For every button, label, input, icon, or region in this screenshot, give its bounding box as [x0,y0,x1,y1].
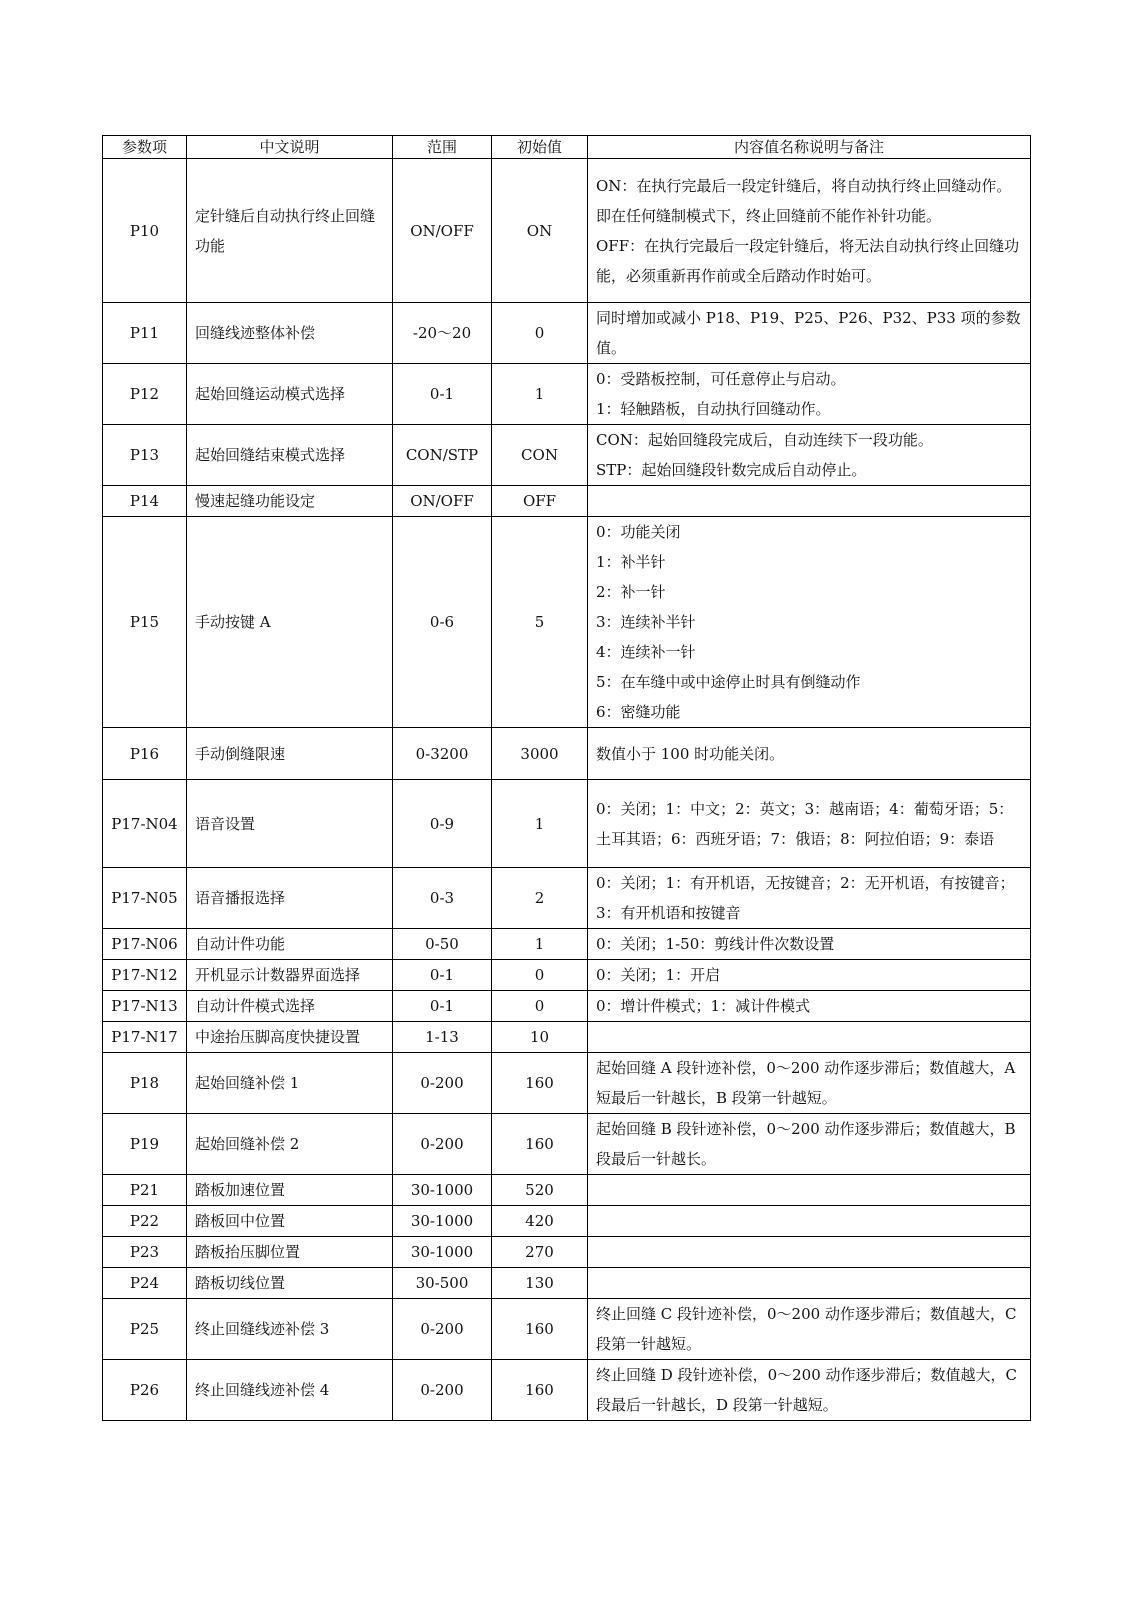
param-cell: P17-N12 [103,960,187,991]
notes-cell [588,425,1031,486]
desc-cell: 踏板抬压脚位置 [187,1237,393,1268]
table-row [103,868,1031,929]
note-line: 6：密缝功能 [596,703,681,721]
range-cell: 30-1000 [393,1175,492,1206]
param-cell: P16 [103,728,187,780]
initial-cell: 0 [492,991,588,1022]
table-row [103,1299,1031,1360]
param-cell: P11 [103,303,187,364]
param-cell: P17-N17 [103,1022,187,1053]
desc-cell: 终止回缝线迹补偿 4 [187,1360,393,1421]
desc-cell: 踏板加速位置 [187,1175,393,1206]
note-line: 起始回缝 B 段针迹补偿，0～200 动作逐步滞后；数值越大，B 段最后一针越长。 [596,1120,1016,1168]
header-notes: 内容值名称说明与备注 [588,136,1031,159]
range-cell: CON/STP [393,425,492,486]
notes-cell [588,929,1031,960]
note-line: 同时增加或减小 P18、P19、P25、P26、P32、P33 项的参数值。 [596,309,1021,357]
note-line: 0：关闭；1：中文；2：英文；3：越南语；4：葡萄牙语；5：土耳其语；6：西班牙语；7：俄语；8：阿拉伯语；9：泰语 [596,799,1014,848]
header-initial: 初始值 [492,136,588,159]
note-line: 起始回缝 A 段针迹补偿，0～200 动作逐步滞后；数值越大，A 短最后一针越长，B 段第一针越短。 [596,1059,1016,1107]
param-cell: P13 [103,425,187,486]
range-cell: 30-500 [393,1268,492,1299]
param-cell: P17-N06 [103,929,187,960]
initial-cell: 1 [492,780,588,868]
notes-cell [588,1175,1031,1206]
header-desc: 中文说明 [187,136,393,159]
note-line: 0：增计件模式；1：减计件模式 [596,997,811,1015]
desc-cell: 起始回缝补偿 1 [187,1053,393,1114]
note-line: 5：在车缝中或中途停止时具有倒缝动作 [596,673,861,691]
desc-cell: 语音设置 [187,780,393,868]
initial-cell: 160 [492,1360,588,1421]
notes-cell [588,960,1031,991]
note-line: ON：在执行完最后一段定针缝后，将自动执行终止回缝动作。即在任何缝制模式下，终止回缝前不能作补针功能。 [596,176,1012,225]
param-cell: P12 [103,364,187,425]
desc-cell: 定针缝后自动执行终止回缝功能 [187,159,393,303]
desc-cell: 开机显示计数器界面选择 [187,960,393,991]
note-line: 终止回缝 C 段针迹补偿，0～200 动作逐步滞后；数值越大，C 段第一针越短。 [596,1305,1017,1353]
parameter-table [102,135,1031,1421]
note-line: 数值小于 100 时功能关闭。 [596,744,785,763]
desc-cell: 手动按键 A [187,517,393,728]
table-row [103,1360,1031,1421]
table-row [103,1206,1031,1237]
table-row [103,780,1031,868]
range-cell: -20～20 [393,303,492,364]
initial-cell: 0 [492,303,588,364]
note-line: 0：关闭；1：有开机语，无按键音；2：无开机语，有按键音；3：有开机语和按键音 [596,874,1015,922]
param-cell: P24 [103,1268,187,1299]
range-cell: 0-3 [393,868,492,929]
notes-cell [588,1022,1031,1053]
table-row [103,991,1031,1022]
note-line: 4：连续补一针 [596,643,696,661]
param-cell: P14 [103,486,187,517]
table-row [103,425,1031,486]
initial-cell: 520 [492,1175,588,1206]
note-line: 0：关闭；1：开启 [596,966,721,984]
param-cell: P17-N05 [103,868,187,929]
notes-cell [588,1114,1031,1175]
table-row [103,728,1031,780]
notes-cell [588,1053,1031,1114]
note-line: 1：补半针 [596,553,666,571]
table-row [103,303,1031,364]
range-cell: 0-1 [393,960,492,991]
table-row [103,960,1031,991]
notes-cell [588,517,1031,728]
range-cell: 30-1000 [393,1206,492,1237]
param-cell: P26 [103,1360,187,1421]
range-cell: ON/OFF [393,159,492,303]
notes-cell [588,1237,1031,1268]
range-cell: 0-200 [393,1114,492,1175]
initial-cell: 2 [492,868,588,929]
initial-cell: 0 [492,960,588,991]
notes-cell [588,1299,1031,1360]
initial-cell: 420 [492,1206,588,1237]
param-cell: P19 [103,1114,187,1175]
desc-cell: 终止回缝线迹补偿 3 [187,1299,393,1360]
table-row [103,1022,1031,1053]
header-range: 范围 [393,136,492,159]
initial-cell: 1 [492,364,588,425]
initial-cell: 270 [492,1237,588,1268]
notes-cell [588,1360,1031,1421]
range-cell: 0-200 [393,1053,492,1114]
notes-cell [588,991,1031,1022]
desc-cell: 起始回缝结束模式选择 [187,425,393,486]
initial-cell: CON [492,425,588,486]
param-cell: P17-N13 [103,991,187,1022]
table-row [103,1268,1031,1299]
table-row [103,929,1031,960]
desc-cell: 自动计件功能 [187,929,393,960]
table-body [103,159,1031,1421]
notes-cell [588,868,1031,929]
note-line: 0：关闭；1-50：剪线计件次数设置 [596,935,835,953]
desc-cell: 踏板切线位置 [187,1268,393,1299]
desc-cell: 手动倒缝限速 [187,728,393,780]
notes-cell [588,159,1031,303]
note-line: CON：起始回缝段完成后，自动连续下一段功能。 [596,431,933,449]
param-cell: P15 [103,517,187,728]
desc-cell: 回缝线迹整体补偿 [187,303,393,364]
table-row [103,517,1031,728]
note-line: 3：连续补半针 [596,613,696,631]
desc-cell: 中途抬压脚高度快捷设置 [187,1022,393,1053]
note-line: STP：起始回缝段针数完成后自动停止。 [596,461,867,479]
range-cell: 0-1 [393,991,492,1022]
initial-cell: 10 [492,1022,588,1053]
note-line: 1：轻触踏板，自动执行回缝动作。 [596,400,831,418]
initial-cell: 5 [492,517,588,728]
param-cell: P25 [103,1299,187,1360]
note-line: 0：受踏板控制，可任意停止与启动。 [596,370,846,388]
notes-cell [588,303,1031,364]
desc-cell: 起始回缝补偿 2 [187,1114,393,1175]
desc-cell: 起始回缝运动模式选择 [187,364,393,425]
initial-cell: ON [492,159,588,303]
range-cell: 1-13 [393,1022,492,1053]
header-param: 参数项 [103,136,187,159]
table-row [103,1053,1031,1114]
param-cell: P22 [103,1206,187,1237]
table-row [103,159,1031,303]
range-cell: 0-50 [393,929,492,960]
initial-cell: 3000 [492,728,588,780]
range-cell: ON/OFF [393,486,492,517]
param-cell: P17-N04 [103,780,187,868]
desc-cell: 自动计件模式选择 [187,991,393,1022]
initial-cell: 160 [492,1053,588,1114]
param-cell: P10 [103,159,187,303]
notes-cell [588,780,1031,868]
range-cell: 0-200 [393,1299,492,1360]
desc-cell: 慢速起缝功能设定 [187,486,393,517]
note-line: OFF：在执行完最后一段定针缝后，将无法自动执行终止回缝功能，必须重新再作前或全后踏动作时始可。 [596,236,1020,285]
range-cell: 0-3200 [393,728,492,780]
initial-cell: 130 [492,1268,588,1299]
note-line: 终止回缝 D 段针迹补偿，0～200 动作逐步滞后；数值越大，C 段最后一针越长，D 段第一针越短。 [596,1366,1017,1414]
header-row [103,136,1031,159]
range-cell: 0-1 [393,364,492,425]
table-row [103,364,1031,425]
initial-cell: OFF [492,486,588,517]
table-row [103,1237,1031,1268]
range-cell: 0-9 [393,780,492,868]
param-cell: P18 [103,1053,187,1114]
table-row [103,1114,1031,1175]
desc-cell: 语音播报选择 [187,868,393,929]
desc-cell: 踏板回中位置 [187,1206,393,1237]
range-cell: 0-6 [393,517,492,728]
note-line: 2：补一针 [596,583,666,601]
table-row [103,1175,1031,1206]
initial-cell: 160 [492,1114,588,1175]
param-cell: P21 [103,1175,187,1206]
notes-cell [588,364,1031,425]
param-cell: P23 [103,1237,187,1268]
notes-cell [588,1268,1031,1299]
initial-cell: 1 [492,929,588,960]
initial-cell: 160 [492,1299,588,1360]
notes-cell [588,486,1031,517]
note-line: 0：功能关闭 [596,523,681,541]
range-cell: 30-1000 [393,1237,492,1268]
notes-cell [588,1206,1031,1237]
table-row [103,486,1031,517]
range-cell: 0-200 [393,1360,492,1421]
notes-cell [588,728,1031,780]
